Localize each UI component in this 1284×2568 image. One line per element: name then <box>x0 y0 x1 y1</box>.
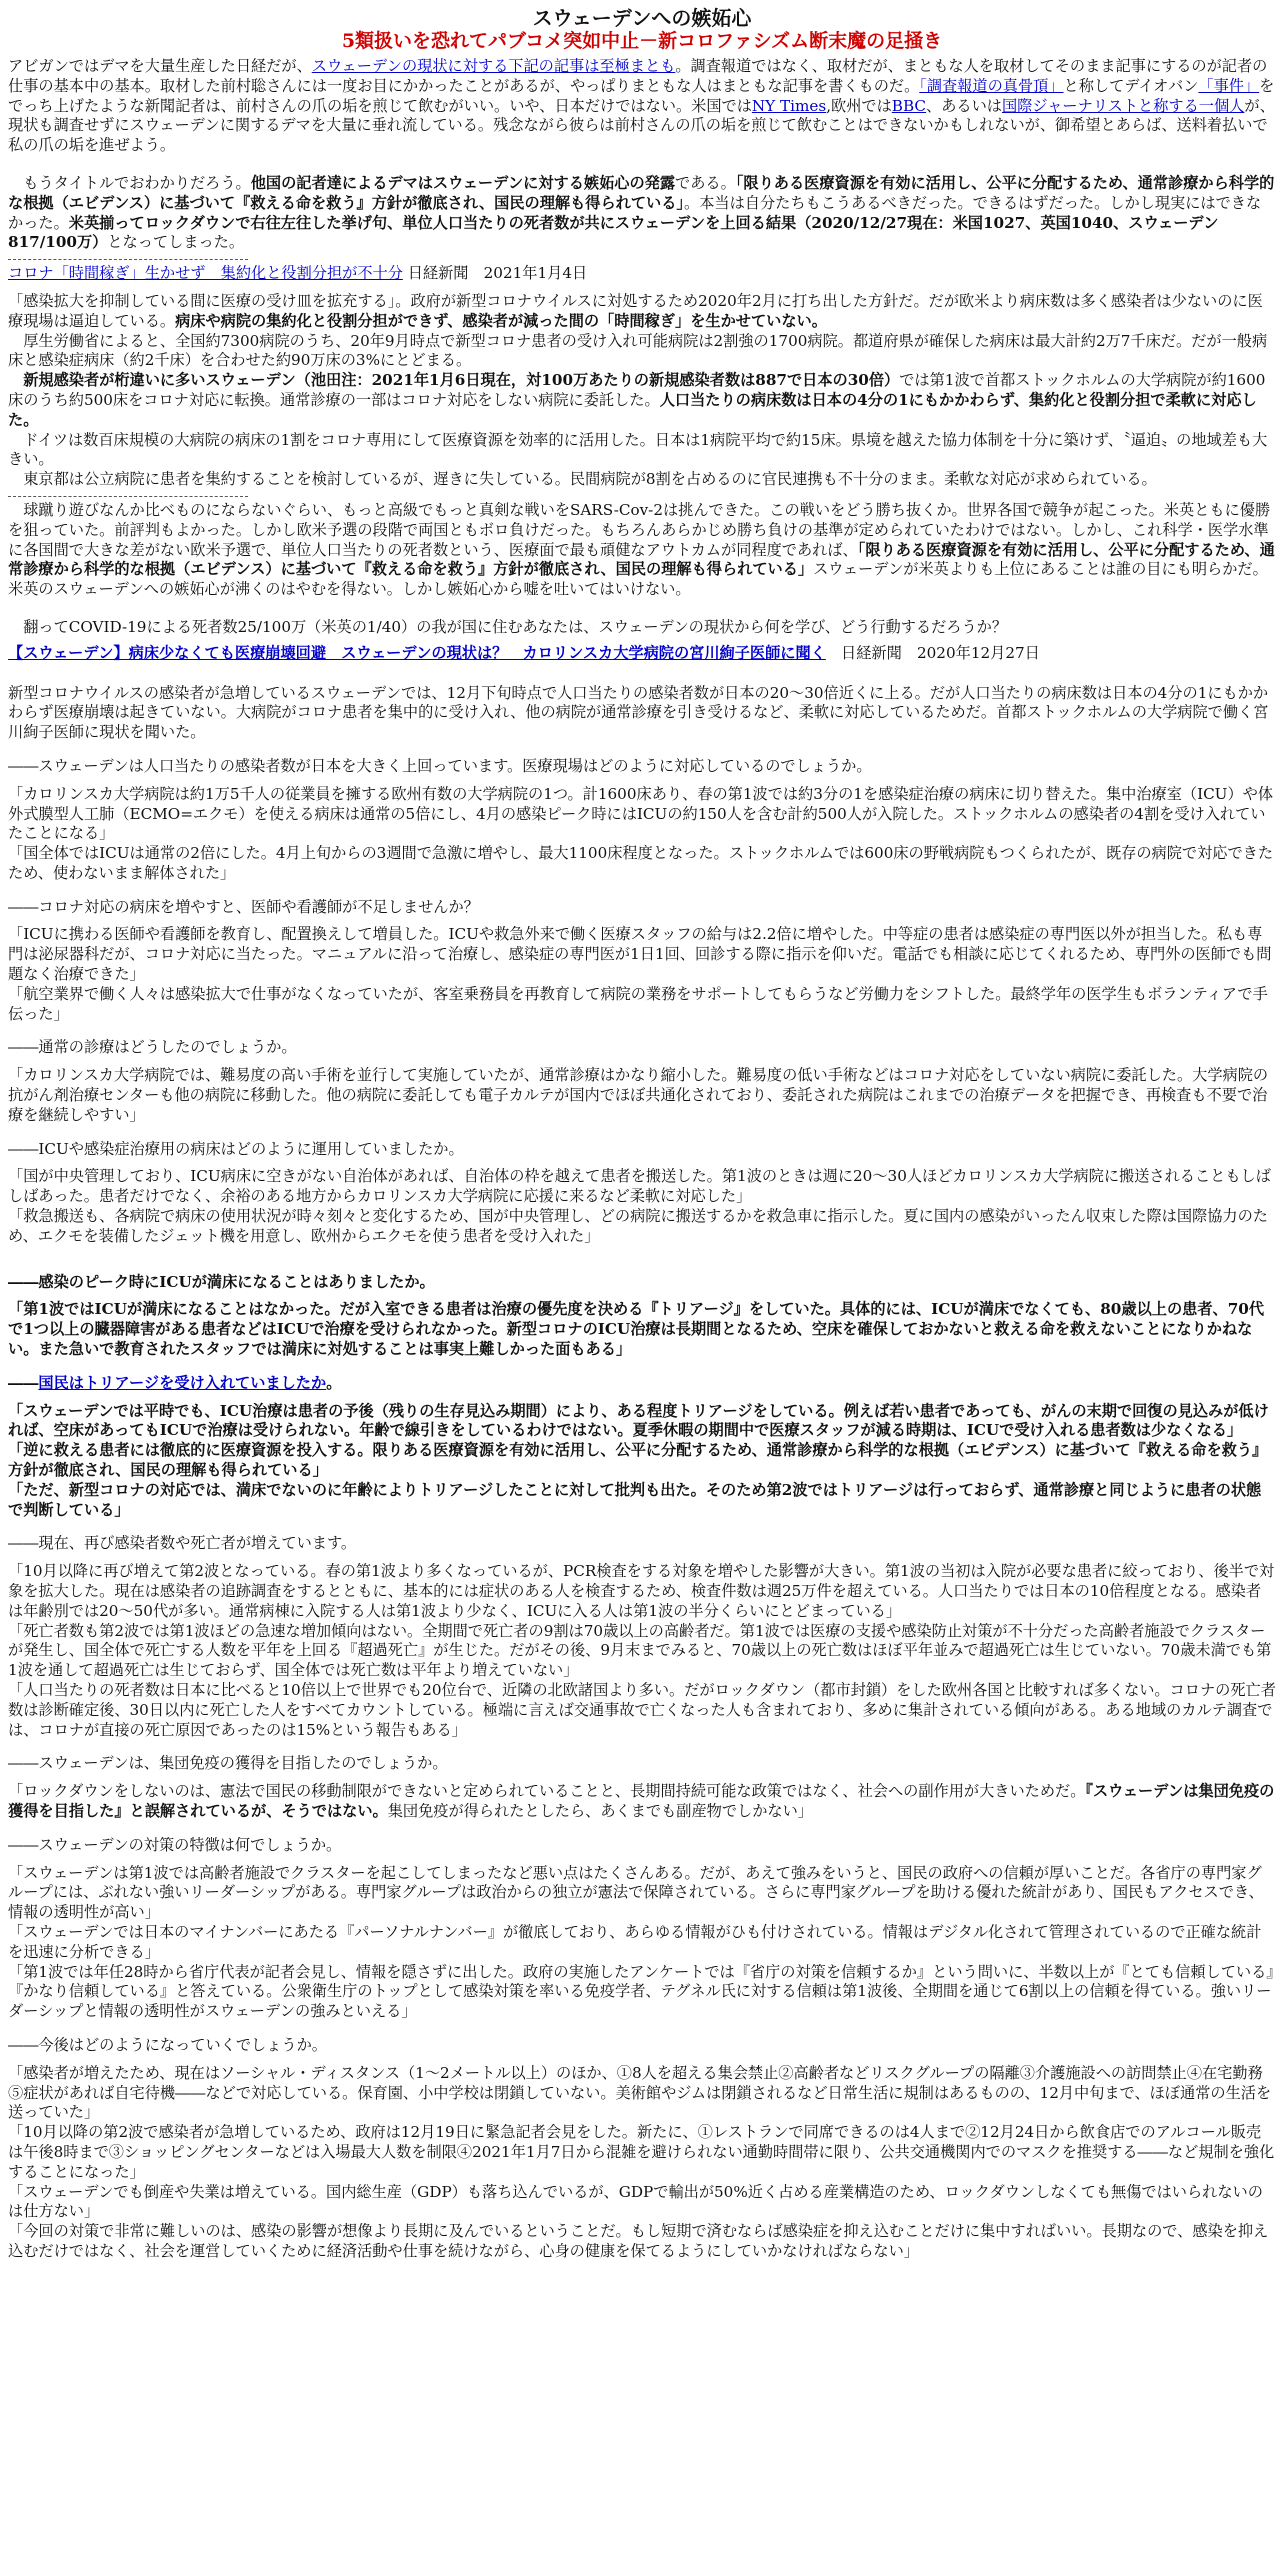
interview-answer: 「死亡者数も第2波では第1波ほどの急速な増加傾向はない。全期間で死亡者の9割は70歳以上の高齢者だ。第1波では医療の支援や感染防止対策が不十分だった高齢者施設でクラスターが発生し、国全体で死亡する人数を平年を上回る『超過死亡』が生じた。だがその後、9月末までみると、70歳以上の死亡数はほぼ平年並みで超過死亡は生じていない。70歳未満でも第1波を通して超過死亡は生じておらず、国全体では死亡数は平年より増えていない」 <box>8 1621 1272 1680</box>
page-title: スウェーデンへの嫉妬心 <box>532 6 752 30</box>
link-source-article-2[interactable]: 【スウェーデン】病床少なくても医療崩壊回避 スウェーデンの現状は？ カロリンスカ大学病院の宮川絢子医師に聞く <box>8 643 826 662</box>
interview-answer: 「国が中央管理しており、ICU病床に空きがない自治体があれば、自治体の枠を越えて患者を搬送した。第1波のときは週に20～30人ほどカロリンスカ大学病院に搬送されることもしばしばあった。患者だけでなく、余裕のある地方からカロリンスカ大学病院に応援に来るなど柔軟に対応した」 <box>8 1167 1271 1206</box>
interview-answer: 「救急搬送も、各病院で病床の使用状況が時々刻々と変化するため、国が中央管理し、どの病院に搬送するかを救急車に指示した。夏に国内の感染がいったん収束した際は国際協力のため、エクモを装備したジェット機を用意し、欧州からエクモを使う患者を受け入れた」 <box>8 1207 1268 1245</box>
interview-answer: 「10月以降に再び増えて第2波となっている。春の第1波より多くなっているが、PCR検査をする対象を増やした影響が大きい。第1波の当初は入院が必要な患者に絞っており、後半で対象を拡大した。現在は感染者の追跡調査をするとともに、基本的には症状のある人を検査するため、検査件数は週25万件を超えている。人口当たりでは日本の10倍程度となる。感染者は年齢別では20～50代が多い。通常病棟に入院する人は第1波より少なく、ICUに入る人は第1波の半分くらいにとどまっている」 <box>8 1562 1275 1620</box>
interview-answer-bold: 「スウェーデンでは平時でも、ICU治療は患者の予後（残りの生存見込み期間）により、ある程度トリアージをしている。例えば若い患者であっても、がんの末期で回復の見込みが低ければ、空床があってもICUで治療は受けられない。年齢で線引きをしているわけではない。夏季休暇の期間中で医療スタッフが減る時期は、ICUで受け入れる患者数は少なくなる」 <box>8 1401 1269 1440</box>
interview-answer: 「国全体ではICUは通常の2倍にした。4月上旬からの3週間で急激に増やし、最大1100床程度となった。ストックホルムでは600床の野戦病院もつくられたが、既存の病院で対応できたため、使わないまま解体された」 <box>8 844 1274 882</box>
interview-answer: 「第1波では年任28時から省庁代表が記者会見し、情報を隠さずに出した。政府の実施したアンケートでは『省庁の対策を信頼するか』という問いに、半数以上が『とても信頼している』『かなり信頼している』と答えている。公衆衛生庁のトップとして感染対策を率いる免疫学者、テグネル氏に対する信頼は第1波後、全期間を通じて6割以上の信頼を得ている。強いリーダーシップと情報の透明性がスウェーデンの強みといえる」 <box>8 1962 1274 2021</box>
link-triage-question[interactable]: 国民はトリアージを受け入れていましたか <box>38 1373 327 1392</box>
interview-answer: 「スウェーデンでも倒産や失業は増えている。国内総生産（GDP）も落ち込んでいるが、GDPで輸出が50%近く占める産業構造のため、ロックダウンしなくても無傷ではいられないのは仕方ない」 <box>8 2182 1263 2221</box>
link-diovan-incident[interactable]: 「事件」 <box>1198 76 1260 95</box>
interview-question: ――ICUや感染症治療用の病床はどのように運用していましたか。 <box>8 1139 464 1158</box>
interview-question: ――コロナ対応の病床を増やすと、医師や看護師が不足しませんか？ <box>8 897 479 916</box>
interview-lead: 新型コロナウイルスの感染者が急増しているスウェーデンでは、12月下旬時点で人口当たりの感染者数が日本の20～30倍近くに上る。だが人口当たりの病床数は日本の4分の1にもかかわらず医療崩壊は起きていない。大病院がコロナ患者を集中的に受け入れ、他の病院が通常診療を引き受けるなど、柔軟に対応しているためだ。首都ストックホルムの大学病院で働く宮川絢子医師に現状を聞いた。 <box>8 683 1269 742</box>
interview-answer: 「10月以降の第2波で感染者が急増しているため、政府は12月19日に緊急記者会見をした。新たに、①レストランで同席できるのは4人まで②12月24日から飲食店でのアルコール販売は午後8時まで③ショッピングセンターなどは入場最大人数を制限④2021年1月7日から混雑を避けられない通勤時間帯に限り、公共交通機関内でのマスクを推奨する――など規制を強化することになった」 <box>8 2123 1275 2181</box>
link-nytimes[interactable]: NY Times <box>751 96 827 115</box>
article1-paragraph: 新規感染者が桁違いに多いスウェーデン（池田注：2021年1月6日現在，対100万あたりの新規感染者数は887で日本の30倍）では第1波で首都ストックホルムの大学病院が約1600床のうち約500床をコロナ対応に転換。通常診療の一部はコロナ対応をしない病院に委託した。人口当たりの病床数は日本の4分の1にもかかわらず、集約化と役割分担で柔軟に対応した。 <box>8 371 1266 429</box>
interview-question: ――スウェーデンは人口当たりの感染者数が日本を大きく上回っています。医療現場はどのように対応しているのでしょうか。 <box>8 756 872 775</box>
link-bbc[interactable]: BBC <box>891 96 927 115</box>
interview-question: ――スウェーデンは、集団免疫の獲得を目指したのでしょうか。 <box>8 1754 448 1773</box>
commentary-paragraph-jealousy: もうタイトルでおわかりだろう。他国の記者達によるデマはスウェーデンに対する嫉妬心の発露である。「限りある医療資源を有効に活用し、公平に分配するため、通常診療から科学的な根拠（エビデンス）に基づいて『救える命を救う』方針が徹底され、国民の理解も得られている」。本当は自分たちもこうあるべきだった。できるはずだった。しかし現実にはできなかった。米英揃ってロックダウンで右往左往した挙げ句、単位人口当たりの死者数が共にスウェーデンを上回る結果（2020/12/27現在：米国1027、英国1040、スウェーデン817/100万）となってしまった。 <box>8 173 1275 252</box>
interview-answer: 「スウェーデンは第1波では高齢者施設でクラスターを起こしてしまったなど悪い点はたくさんある。だが、あえて強みをいうと、国民の政府への信頼が厚いことだ。各省庁の専門家グループには、ぶれない強いリーダーシップがある。専門家グループは政治からの独立が憲法で保障されている。さらに専門家グループを助ける優れた統計があり、国民もアクセスでき、情報の透明性が高い」 <box>8 1863 1264 1922</box>
interview-answer: 「人口当たりの死者数は日本に比べると10倍以上で世界でも20位台で、近隣の北欧諸国より多い。だがロックダウン（都市封鎖）をした欧州各国と比較すれば多くない。コロナの死亡者数は診断確定後、30日以内に死亡した人をすべてカウントしている。極端に言えば交通事故で亡くなった人も含まれており、多めに集計されている傾向がある。ある地域のカルテ調査では、コロナが直接の死亡原因であったのは15%という報告もある」 <box>8 1680 1276 1739</box>
article1-paragraph: 「感染拡大を抑制している間に医療の受け皿を拡充する」。政府が新型コロナウイルスに対処するため2020年2月に打ち出した方針だ。だが欧米より病床数は多く感染者は少ないのに医療現場は逼迫している。病床や病院の集約化と役割分担ができず、感染者が減った間の「時間稼ぎ」を生かせていない。 <box>8 291 1263 330</box>
interview-question: ――今後はどのようになっていくでしょうか。 <box>8 2035 327 2054</box>
interview-answer: 「ICUに携わる医師や看護師を教育し、配置換えして増員した。ICUや救急外来で働く医療スタッフの給与は2.2倍に増やした。中等症の患者は感染症の専門医以外が担当した。私も専門は泌尿器科だが、コロナ対応に当たった。マニュアルに沿って治療し、感染症の専門医が1日1回、回診する際に指示を仰いだ。電話でも相談に応じてくれるため、専門外の医師でも問題なく治療できた」 <box>8 925 1272 984</box>
interview-question-bold: ――感染のピーク時にICUが満床になることはありましたか。 <box>8 1272 435 1291</box>
source-citation-1: コロナ「時間稼ぎ」生かせず 集約化と役割分担が不十分 日経新聞 2021年1月4日 <box>8 264 588 283</box>
commentary-paragraph-competition: 球蹴り遊びなんか比べものにならないぐらい、もっと高級でもっと真剣な戦いをSARS-Cov-2は挑んできた。この戦いをどう勝ち抜くか。世界各国で競争が起こった。米英ともに優勝を狙っていた。前評判もよかった。しかし欧米予選の段階で両国ともボロ負けだった。もちろんあらかじめ勝ち負けの基準が定められていたわけではない。しかし、これ科学・医学水準に各国間で大きな差がない欧米予選で、単位人口当たりの死者数という、医療面で最も頑健なアウトカムが同程度であれば、「限りある医療資源を有効に活用し、公平に分配するため、通常診療から科学的な根拠（エビデンス）に基づいて『救える命を救う』方針が徹底され、国民の理解も得られている」スウェーデンが米英よりも上位にあることは誰の目にも明らかだ。米英のスウェーデンへの嫉妬心が沸くのはやむを得ない。しかし嫉妬心から嘘を吐いてはいけない。 <box>8 500 1275 599</box>
interview-answer: 「スウェーデンでは日本のマイナンバーにあたる『パーソナルナンバー』が徹底しており、あらゆる情報がひも付けされている。情報はデジタル化されて管理されているので正確な統計を迅速に分析できる」 <box>8 1922 1262 1961</box>
interview-question-triage: ――国民はトリアージを受け入れていましたか。 <box>8 1373 342 1392</box>
link-international-journalist[interactable]: 国際ジャーナリストと称する一個人 <box>1001 96 1245 115</box>
interview-answer: 「ロックダウンをしないのは、憲法で国民の移動制限ができないと定められていることと、長期間持続可能な政策ではなく、社会への副作用が大きいためだ。『スウェーデンは集団免疫の獲得を目指した』と誤解されているが、そうではない。集団免疫が得られたとしたら、あくまでも副産物でしかない」 <box>8 1782 1275 1820</box>
interview-answer: 「航空業界で働く人々は感染拡大で仕事がなくなっていたが、客室乗務員を再教育して病院の業務をサポートしてもらうなど労働力をシフトした。最終学年の医学生もボランティアで手伝った」 <box>8 984 1268 1023</box>
link-nikkei-sweden-article[interactable]: スウェーデンの現状に対する下記の記事は至極まとも <box>311 57 676 75</box>
interview-answer: 「カロリンスカ大学病院は約1万5千人の従業員を擁する欧州有数の大学病院の1つ。計1600床あり、春の第1波では約3分の1を感染症治療の病床に切り替えた。集中治療室（ICU）や体外式膜型人工肺（ECMO=エクモ）を使える病床は通常の5倍にし、4月の感染ピーク時にはICUの約150人を含む計約500人が入院した。ストックホルムの感染者の4割を受け入れていたことになる」 <box>8 784 1274 843</box>
intro-paragraph: アビガンではデマを大量生産した日経だが、スウェーデンの現状に対する下記の記事は至極まとも。調査報道ではなく、取材だが、まともな人を取材してそのまま記事にするのが記者の仕事の基本中の基本。取材した前村聡さんには一度お目にかかったことがあるが、やっぱりまともな人はまともな記事を書くものだ。「調査報道の真骨頂」と称してデイオバン「事件」をでっち上げたような新聞記者は、前村さんの爪の垢を煎じて飲むがいい。いや、日本だけではない。米国ではNY Times,欧州ではBBC、あるいは国際ジャーナリストと称する一個人が、現状も調査せずにスウェーデンに関するデマを大量に垂れ流している。残念ながら彼らは前村さんの爪の垢を煎じて飲むことはできないかもしれないが、御希望とあらば、送料着払いで私の爪の垢を進ぜよう。 <box>8 57 1275 155</box>
article1-paragraph: 厚生労働省によると、全国約7300病院のうち、20年9月時点で新型コロナ患者の受け入れ可能病院は2割強の1700病院。都道府県が確保した病床は最大計約2万7千床だ。だが一般病床と感染症病床（約2千床）を合わせた約90万床の3%にとどまる。 <box>8 331 1268 370</box>
interview-answer-bold: 「逆に救える患者には徹底的に医療資源を投入する。限りある医療資源を有効に活用し、公平に分配するため、通常診療から科学的な根拠（エビデンス）に基づいて『救える命を救う』方針が徹底され、国民の理解も得られている」 <box>8 1441 1268 1480</box>
commentary-question: 翻ってCOVID-19による死者数25/100万（米英の1/40）の我が国に住むあなたは、スウェーデンの現状から何を学び、どう行動するだろうか？ <box>23 617 1008 636</box>
article1-paragraph: 東京都は公立病院に患者を集約することを検討しているが、遅きに失している。民間病院が8割を占めるのに官民連携も不十分のまま。柔軟な対応が求められている。 <box>23 470 1157 489</box>
link-investigative-report[interactable]: 「調査報道の真骨頂」 <box>919 76 1064 95</box>
interview-answer: 「今回の対策で非常に難しいのは、感染の影響が想像より長期に及んでいるということだ。もし短期で済むならば感染症を抑え込むことだけに集中すればいい。長期なので、感染を抑え込むだけではなく、社会を運営していくために経済活動や仕事を続けながら、心身の健康を保てるようにしていかなければならない」 <box>8 2222 1269 2260</box>
source-citation-2: 【スウェーデン】病床少なくても医療崩壊回避 スウェーデンの現状は？ カロリンスカ大学病院の宮川絢子医師に聞く 日経新聞 2020年12月27日 <box>8 643 1040 662</box>
divider <box>8 496 248 497</box>
interview-question: ――通常の診療はどうしたのでしょうか。 <box>8 1038 297 1057</box>
interview-question: ――スウェーデンの対策の特徴は何でしょうか。 <box>8 1835 342 1854</box>
interview-answer: 「カロリンスカ大学病院では、難易度の高い手術を並行して実施していたが、通常診療はかなり縮小した。難易度の低い手術などはコロナ対応をしていない病院に委託した。大学病院の抗がん剤治療センターも他の病院に移動した。他の病院に委託しても電子カルテが国内でほぼ共通化されており、委託された病院はこれまでの治療データを把握でき、再検査も不要で治療を継続しやすい」 <box>8 1066 1269 1124</box>
interview-question: ――現在、再び感染者数や死亡者が増えています。 <box>8 1534 357 1553</box>
divider <box>8 259 248 260</box>
interview-answer-bold: 「ただ、新型コロナの対応では、満床でないのに年齢によりトリアージしたことに対して批判も出た。そのため第2波ではトリアージは行っておらず、通常診療と同じように患者の状態で判断している」 <box>8 1480 1262 1519</box>
link-source-article-1[interactable]: コロナ「時間稼ぎ」生かせず 集約化と役割分担が不十分 <box>8 264 403 283</box>
interview-answer-bold: 「第1波ではICUが満床になることはなかった。だが入室できる患者は治療の優先度を決める『トリアージ』をしていた。具体的には、ICUが満床でなくても、80歳以上の患者、70代で1つ以上の臓器障害がある患者などはICUで治療を受けられなかった。新型コロナのICU治療は長期間となるため、空床を確保しておかないと救える命を救えないことになりかねない。また急いで教育されたスタッフでは満床に対処することは事実上難しかった面もある」 <box>8 1300 1265 1359</box>
interview-answer: 「感染者が増えたため、現在はソーシャル・ディスタンス（1～2メートル以上）のほか、①8人を超える集会禁止②高齢者などリスクグループの隔離③介護施設への訪問禁止④在宅勤務⑤症状があれば自宅待機――などで対応している。保育園、小中学校は閉鎖していない。美術館やジムは閉鎖されるなど日常生活に規制はあるものの、12月中旬まで、ほぼ通常の生活を送っていた」 <box>8 2063 1272 2122</box>
page-subtitle: 5類扱いを恐れてパブコメ突如中止－新コロファシズム断末魔の足掻き <box>341 30 943 52</box>
article1-paragraph: ドイツは数百床規模の大病院の病床の1割をコロナ専用にして医療資源を効率的に活用した。日本は1病院平均で約15床。県境を越えた協力体制を十分に築けず、〝逼迫〟の地域差も大きい。 <box>8 430 1268 469</box>
